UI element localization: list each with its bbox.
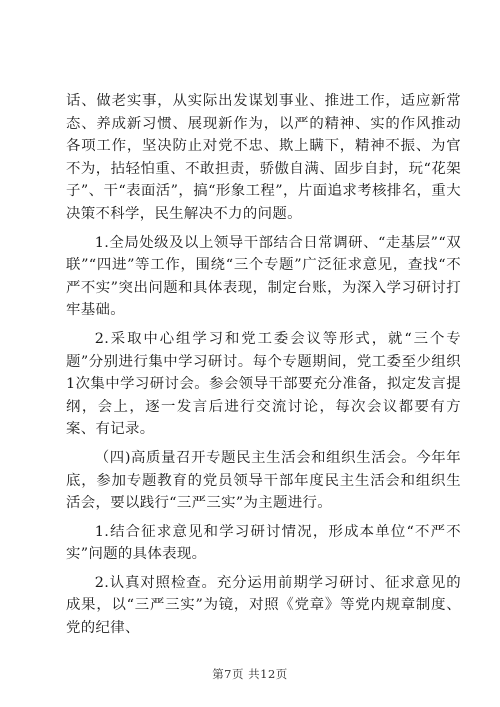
paragraph-item-1: 1.全局处级及以上领导干部结合日常调研、“走基层”“双联”“四进”等工作，围绕“三个专题”广泛征求意见，查找“不严不实”突出问题和具体表现，制定台账，为深入学习研讨打牢基础。 [66,234,461,319]
page-number-footer: 第7页 共12页 [212,667,288,681]
paragraph-continuation: 话、做老实事，从实际出发谋划事业、推进工作，适应新常态、养成新习惯、展现新作为，以严的精神、实的作风推动各项工作，坚决防止对党不忠、欺上瞒下，精神不振、为官不为，拈轻怕重、不敢担责，骄傲自满、固步自封，玩“花架子”、干“表面活”，搞“形象工程”，片面追求考核排名，重大决策不科学，民生解决不力的问题。 [66,93,461,222]
paragraph-subitem-2: 2.认真对照检查。充分运用前期学习研讨、征求意见的成果，以“三严三实”为镜，对照《党章》等党内规章制度、党的纪律、 [66,574,461,637]
paragraph-item-2: 2.采取中心组学习和党工委会议等形式，就“三个专题”分别进行集中学习研讨。每个专题期间，党工委至少组织1次集中学习研讨会。参会领导干部要充分准备，拟定发言提纲，会上，逐一发言后进行交流讨论，每次会议都要有方案、有记录。 [66,330,461,438]
document-body [66,90,461,640]
paragraph-section-4: （四)高质量召开专题民主生活会和组织生活会。今年年底，参加专题教育的党员领导干部年度民主生活会和组织生活会，要以践行“三严三实”为主题进行。 [66,449,461,512]
paragraph-subitem-1: 1.结合征求意见和学习研讨情况，形成本单位“不严不实”问题的具体表现。 [66,523,461,563]
